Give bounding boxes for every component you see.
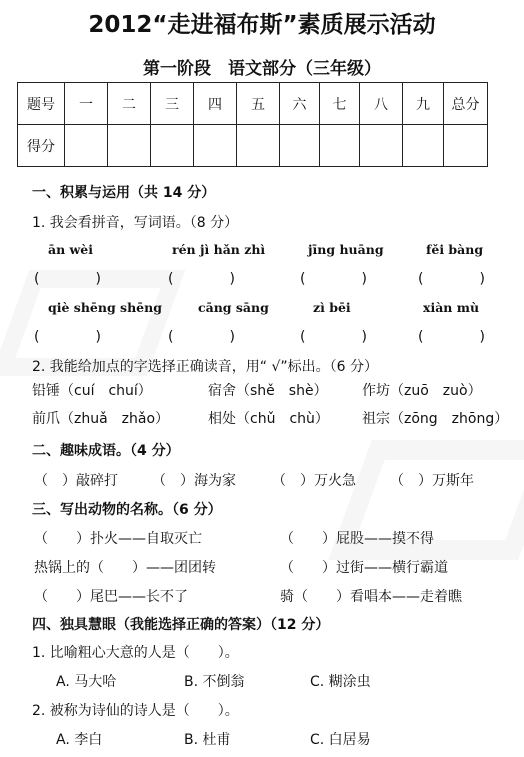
score-cell[interactable] (237, 125, 280, 167)
option-b[interactable]: B. 杜甫 (184, 732, 231, 748)
page-subtitle: 第一阶段 语文部分（三年级） (143, 59, 381, 79)
score-row (18, 125, 488, 167)
section-3-heading: 三、写出动物的名称。（6 分） (32, 502, 222, 518)
option-a[interactable]: A. 李白 (56, 732, 103, 748)
answer-blank[interactable]: ( ) (418, 271, 485, 287)
score-header-row (18, 83, 488, 125)
pinyin: xiàn mù (423, 300, 480, 315)
animal-item[interactable]: （ ）扑火——自取灭亡 (34, 531, 202, 547)
animal-item[interactable]: （ ）尾巴——长不了 (34, 589, 188, 605)
idiom-item[interactable]: （ ）敲碎打 (34, 473, 118, 489)
reading-choice[interactable]: 相处（chǔ chù） (208, 411, 329, 427)
page-title: 2012“走进福布斯”素质展示活动 (88, 12, 436, 38)
idiom-item[interactable]: （ ）万斯年 (390, 473, 474, 489)
answer-blank[interactable]: ( ) (34, 271, 101, 287)
score-header-cell: 一 (65, 83, 108, 125)
animal-item[interactable]: （ ）过街——横行霸道 (280, 560, 448, 576)
option-b[interactable]: B. 不倒翁 (184, 674, 245, 690)
pinyin: jīng huāng (308, 242, 384, 257)
pinyin: ān wèi (48, 242, 94, 257)
score-header-cell: 二 (108, 83, 151, 125)
score-table (17, 82, 488, 167)
score-header-cell: 题号 (18, 83, 65, 125)
score-row-label: 得分 (18, 125, 65, 167)
question-1-2-prompt: 2. 我能给加点的字选择正确读音，用“ √”标出。（6 分） (32, 359, 379, 375)
score-header-cell: 六 (280, 83, 320, 125)
pinyin: zì bēi (313, 300, 351, 315)
option-c[interactable]: C. 白居易 (310, 732, 371, 748)
idiom-item[interactable]: （ ）海为家 (152, 473, 236, 489)
reading-choice[interactable]: 作坊（zuō zuò） (362, 383, 482, 399)
score-header-cell: 四 (194, 83, 237, 125)
question-1-1-prompt: 1. 我会看拼音，写词语。（8 分） (32, 215, 239, 231)
answer-blank[interactable]: ( ) (300, 271, 367, 287)
pinyin: rén jì hǎn zhì (172, 242, 266, 257)
pinyin: cāng sāng (198, 300, 269, 315)
score-cell[interactable] (360, 125, 403, 167)
animal-item[interactable]: 骑（ ）看唱本——走着瞧 (280, 589, 462, 605)
animal-item[interactable]: 热锅上的（ ）——团团转 (34, 560, 216, 576)
answer-blank[interactable]: ( ) (418, 329, 485, 345)
score-cell[interactable] (108, 125, 151, 167)
reading-choice[interactable]: 铅锤（cuí chuí） (32, 383, 152, 399)
score-cell[interactable] (194, 125, 237, 167)
reading-choice[interactable]: 宿舍（shě shè） (208, 383, 328, 399)
score-cell[interactable] (320, 125, 360, 167)
score-header-cell: 五 (237, 83, 280, 125)
pinyin: fěi bàng (426, 242, 484, 257)
idiom-item[interactable]: （ ）万火急 (272, 473, 356, 489)
section-2-heading: 二、趣味成语。（4 分） (32, 443, 180, 459)
score-header-cell: 三 (151, 83, 194, 125)
score-cell[interactable] (444, 125, 488, 167)
section-4-heading: 四、独具慧眼（我能选择正确的答案）（12 分） (32, 617, 330, 633)
score-header-cell: 七 (320, 83, 360, 125)
section-1-heading: 一、积累与运用（共 14 分） (32, 185, 216, 201)
answer-blank[interactable]: ( ) (300, 329, 367, 345)
score-header-cell: 九 (403, 83, 444, 125)
answer-blank[interactable]: ( ) (34, 329, 101, 345)
animal-item[interactable]: （ ）屁股——摸不得 (280, 531, 434, 547)
pinyin: qiè shēng shēng (48, 300, 162, 315)
score-cell[interactable] (403, 125, 444, 167)
score-cell[interactable] (280, 125, 320, 167)
question-4-2-prompt: 2. 被称为诗仙的诗人是（ ）。 (32, 703, 239, 719)
score-header-cell: 总分 (444, 83, 488, 125)
score-header-cell: 八 (360, 83, 403, 125)
question-4-1-prompt: 1. 比喻粗心大意的人是（ ）。 (32, 645, 239, 661)
answer-blank[interactable]: ( ) (168, 271, 235, 287)
score-cell[interactable] (151, 125, 194, 167)
score-cell[interactable] (65, 125, 108, 167)
answer-blank[interactable]: ( ) (168, 329, 235, 345)
reading-choice[interactable]: 祖宗（zōng zhōng） (362, 411, 509, 427)
option-a[interactable]: A. 马大哈 (56, 674, 117, 690)
option-c[interactable]: C. 糊涂虫 (310, 674, 371, 690)
reading-choice[interactable]: 前爪（zhuǎ zhǎo） (32, 411, 170, 427)
